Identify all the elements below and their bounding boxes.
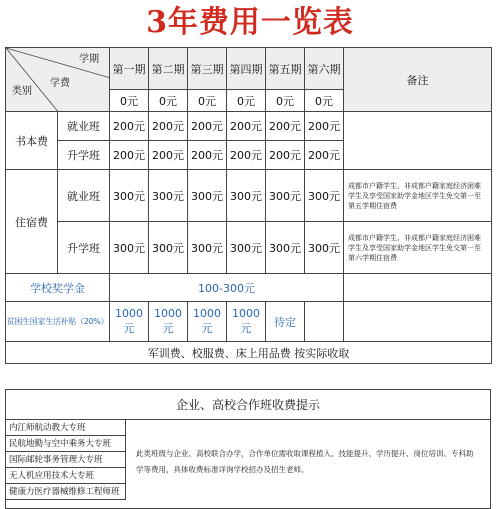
books-row [6, 112, 492, 141]
lodging-category: 住宿费 [6, 170, 58, 274]
books-cell: 200元 [227, 141, 266, 170]
tuition-cell: 0元 [110, 90, 149, 112]
lodging-row [6, 222, 492, 274]
lodging-cell: 300元 [110, 170, 149, 222]
scholarship-row [6, 274, 492, 302]
lodging-cell: 300元 [266, 170, 305, 222]
subsidy-cell: 1000元 [188, 302, 227, 342]
tuition-cell: 0元 [188, 90, 227, 112]
term-header: 第一期 [110, 48, 149, 90]
lodging-cell: 300元 [305, 170, 344, 222]
scholarship-value: 100-300元 [110, 274, 344, 302]
lodging-note: 成都市户籍学生、非成都户籍家庭经济困难学生及享受国家助学金地区学生免交第一至第五学期住宿费 [344, 170, 492, 222]
scholarship-label: 学校奖学金 [6, 274, 110, 302]
tuition-cell: 0元 [305, 90, 344, 112]
term-header: 第二期 [149, 48, 188, 90]
lodging-cell: 300元 [266, 222, 305, 274]
class-type-label: 升学班 [58, 141, 110, 170]
lodging-cell: 300元 [149, 222, 188, 274]
subsidy-cell: 1000元 [149, 302, 188, 342]
books-cell: 200元 [149, 141, 188, 170]
term-header: 第四期 [227, 48, 266, 90]
lodging-cell: 300元 [110, 222, 149, 274]
coop-title: 企业、高校合作班收费提示 [6, 390, 490, 420]
corner-fee-label: 学费 [50, 78, 70, 89]
program-item: 无人机应用技术大专班 [6, 468, 126, 484]
books-cell: 200元 [266, 112, 305, 141]
books-cell: 200元 [188, 112, 227, 141]
program-item: 健康力医疗器械维修工程师班 [6, 484, 126, 500]
lodging-cell: 300元 [188, 222, 227, 274]
books-cell: 200元 [188, 141, 227, 170]
term-header: 第三期 [188, 48, 227, 90]
lodging-row [6, 170, 492, 222]
books-cell: 200元 [305, 141, 344, 170]
tuition-cell: 0元 [266, 90, 305, 112]
books-cell: 200元 [149, 112, 188, 141]
term-header: 第六期 [305, 48, 344, 90]
program-item: 内江师航动教大专班 [6, 420, 126, 436]
program-item: 民航地勤与空中乘务大专班 [6, 436, 126, 452]
notes-header: 备注 [344, 48, 492, 112]
subsidy-row [6, 302, 492, 342]
subsidy-note [344, 302, 492, 342]
lodging-cell: 300元 [149, 170, 188, 222]
books-cell: 200元 [305, 112, 344, 141]
class-type-label: 就业班 [58, 112, 110, 141]
class-type-label: 升学班 [58, 222, 110, 274]
class-type-label: 就业班 [58, 170, 110, 222]
books-cell: 200元 [110, 141, 149, 170]
subsidy-tbd: 待定 [266, 302, 305, 342]
coop-description: 此类班级与企业、高校联合办学，合作单位需收取课程植入、技能提升、学历提升、岗位培训、专科助学等费用，具体收费标准详询学校招办及招生老师。 [136, 449, 474, 474]
books-cell: 200元 [227, 112, 266, 141]
lodging-cell: 300元 [227, 170, 266, 222]
footer-row [6, 342, 492, 364]
program-list [6, 420, 126, 500]
corner-category-label: 类别 [12, 86, 32, 97]
subsidy-empty [305, 302, 344, 342]
corner-cell [6, 48, 110, 112]
fee-table [5, 47, 492, 364]
subsidy-cell: 1000元 [110, 302, 149, 342]
tuition-cell: 0元 [227, 90, 266, 112]
books-category: 书本费 [6, 112, 58, 170]
page-title: 3年费用一览表 [146, 5, 354, 40]
corner-term-label: 学期 [79, 54, 99, 65]
header-row [6, 48, 492, 90]
lodging-note: 成都市户籍学生、非成都户籍家庭经济困难学生及享受国家助学金地区学生免交第一至第六学期住宿费 [344, 222, 492, 274]
books-cell: 200元 [110, 112, 149, 141]
tuition-cell: 0元 [149, 90, 188, 112]
lodging-cell: 300元 [188, 170, 227, 222]
subsidy-cell: 1000元 [227, 302, 266, 342]
lodging-cell: 300元 [305, 222, 344, 274]
coop-section [5, 389, 491, 509]
books-cell: 200元 [266, 141, 305, 170]
footer-note: 军训费、校服费、床上用品费 按实际收取 [6, 342, 492, 364]
lodging-cell: 300元 [227, 222, 266, 274]
program-item: 国际邮轮事务管理大专班 [6, 452, 126, 468]
term-header: 第五期 [266, 48, 305, 90]
books-note [344, 112, 492, 170]
scholarship-note [344, 274, 492, 302]
subsidy-label: 贫困生国家生活补贴（20%） [6, 302, 110, 342]
